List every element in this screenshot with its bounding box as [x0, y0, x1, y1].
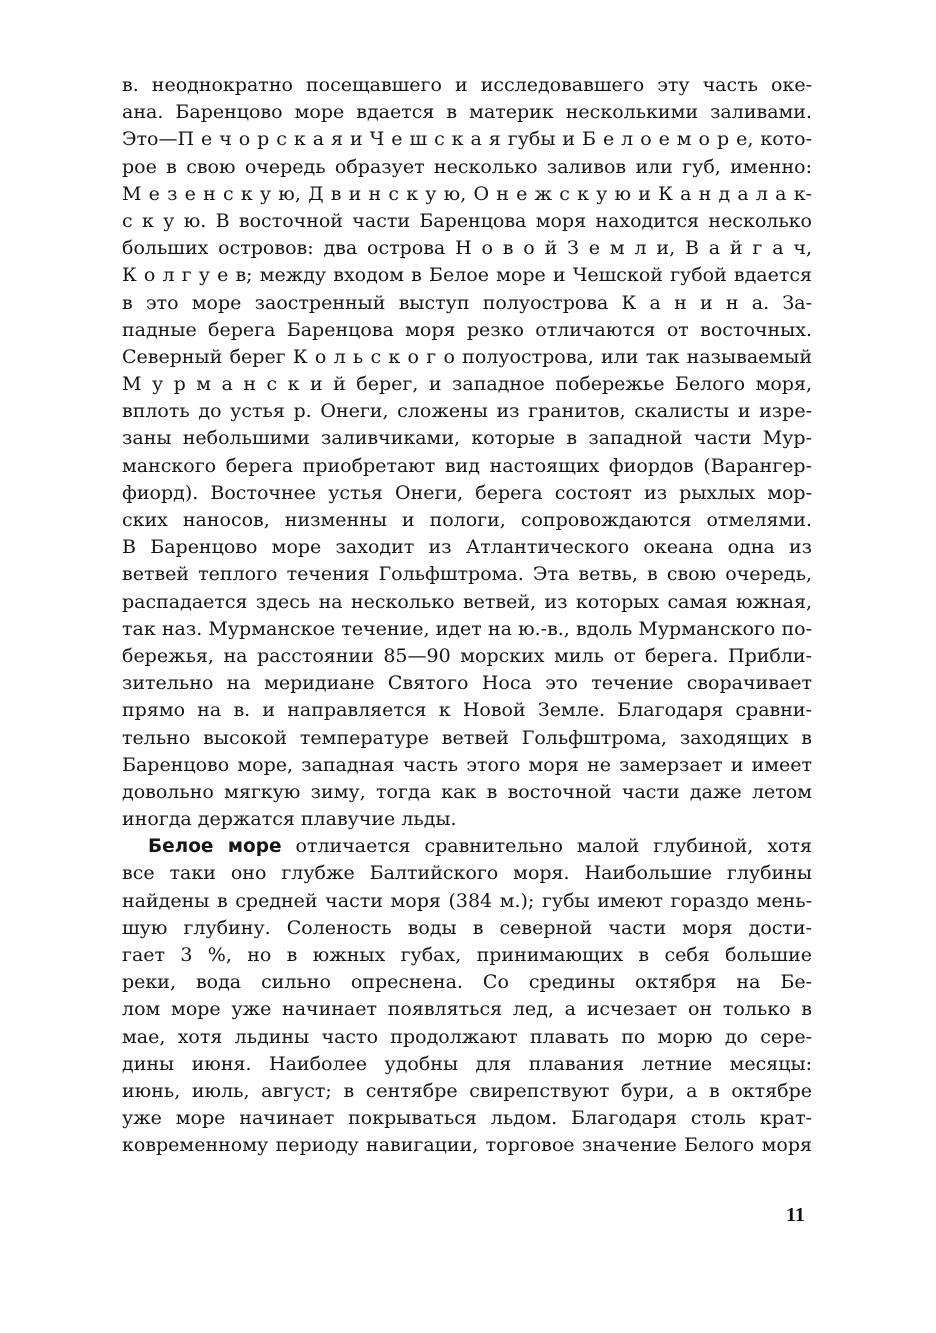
text-line: иногда держатся плавучие льды.: [122, 808, 457, 831]
text-line: зительно на меридиане Святого Носа это течение сворачивает: [122, 672, 812, 695]
text-run: отличается сравнительно малой глубиной, хотя: [281, 835, 812, 858]
text-line: М е з е н с к у ю, Д в и н с к у ю, О н е ж с к у ю и К а н д а л а к-: [122, 182, 812, 205]
text-line: ана. Баренцово море вдается в материк несколькими заливами.: [122, 101, 812, 124]
text-line: ветвей теплого течения Гольфштрома. Эта ветвь, в свою очередь,: [122, 563, 812, 586]
text-line: гает 3 %, но в южных губах, принимающих в себя большие: [122, 944, 812, 966]
text-line: дины июня. Наиболее удобны для плавания летние месяцы:: [122, 1052, 812, 1075]
text-line: М у р м а н с к и й берег, и западное побережье Белого моря,: [122, 373, 812, 396]
text-line: найдены в средней части моря (384 м.); губы имеют гораздо мень-: [122, 889, 812, 912]
text-line: Это—П е ч о р с к а я и Ч е ш с к а я губы и Б е л о е м о р е, кото-: [122, 128, 812, 151]
text-line: бережья, на расстоянии 85—90 морских миль от берега. Прибли-: [122, 644, 812, 667]
page-number: 11: [786, 1204, 805, 1226]
text-line: все таки оно глубже Балтийского моря. Наибольшие глубины: [122, 862, 812, 885]
text-line: К о л г у е в; между входом в Белое море и Чешской губой вдается: [122, 264, 812, 287]
text-line: прямо на в. и направляется к Новой Земле. Благодаря сравни-: [122, 699, 812, 722]
text-line: больших островов: два острова Н о в о й З е м л и, В а й г а ч,: [122, 237, 812, 260]
text-line: в это море заостренный выступ полуострова К а н и н а. За-: [122, 291, 812, 314]
main-text: [122, 72, 812, 1160]
text-line: лом море уже начинает появляться лед, а исчезает он только в: [122, 998, 812, 1021]
text-line: ковременному периоду навигации, торговое значение Белого моря: [122, 1134, 812, 1157]
text-line: манского берега приобретают вид настоящих фиордов (Варангер-: [122, 454, 812, 477]
text-line: Баренцово море, западная часть этого моря не замерзает и имеет: [122, 753, 812, 776]
text-line: так наз. Мурманское течение, идет на ю.-в., вдоль Мурманского по-: [122, 617, 812, 640]
text-line: падные берега Баренцова моря резко отличаются от восточных.: [122, 318, 812, 341]
text-line: мае, хотя льдины часто продолжают плавать по морю до сере-: [122, 1025, 812, 1048]
text-line: распадается здесь на несколько ветвей, из которых самая южная,: [122, 590, 812, 613]
text-line: с к у ю. В восточной части Баренцова моря находится несколько: [122, 209, 812, 232]
text-line: июнь, июль, август; в сентябре свирепствуют бури, а в октябре: [122, 1079, 812, 1102]
text-line: фиорд). Восточнее устья Онеги, берега состоят из рыхлых мор-: [122, 481, 812, 504]
text-line: вплоть до устья р. Онеги, сложены из гранитов, скалисты и изре-: [122, 400, 812, 423]
paragraph-barents-sea: [122, 72, 812, 833]
text-line: шую глубину. Соленость воды в северной части моря дости-: [122, 916, 812, 939]
section-heading: Белое море: [148, 836, 282, 858]
text-line: ских наносов, низменны и пологи, сопровождаются отмелями.: [122, 509, 812, 531]
text-line: в. неоднократно посещавшего и исследовавшего эту часть оке-: [122, 74, 812, 96]
paragraph-first-line: [122, 833, 812, 860]
text-line: довольно мягкую зиму, тогда как в восточной части даже летом: [122, 780, 812, 803]
text-line: рое в свою очередь образует несколько заливов или губ, именно:: [122, 155, 812, 178]
text-line: реки, вода сильно опреснена. Со средины октября на Бе-: [122, 971, 812, 994]
text-line: тельно высокой температуре ветвей Гольфштрома, заходящих в: [122, 726, 812, 749]
text-line: В Баренцово море заходит из Атлантического океана одна из: [122, 536, 812, 559]
text-line: заны небольшими заливчиками, которые в западной части Мур-: [122, 427, 812, 450]
text-line: Северный берег К о л ь с к о г о полуострова, или так называемый: [122, 345, 812, 368]
text-line: уже море начинает покрываться льдом. Благодаря столь крат-: [122, 1107, 812, 1130]
paragraph-white-sea: [122, 833, 812, 1159]
